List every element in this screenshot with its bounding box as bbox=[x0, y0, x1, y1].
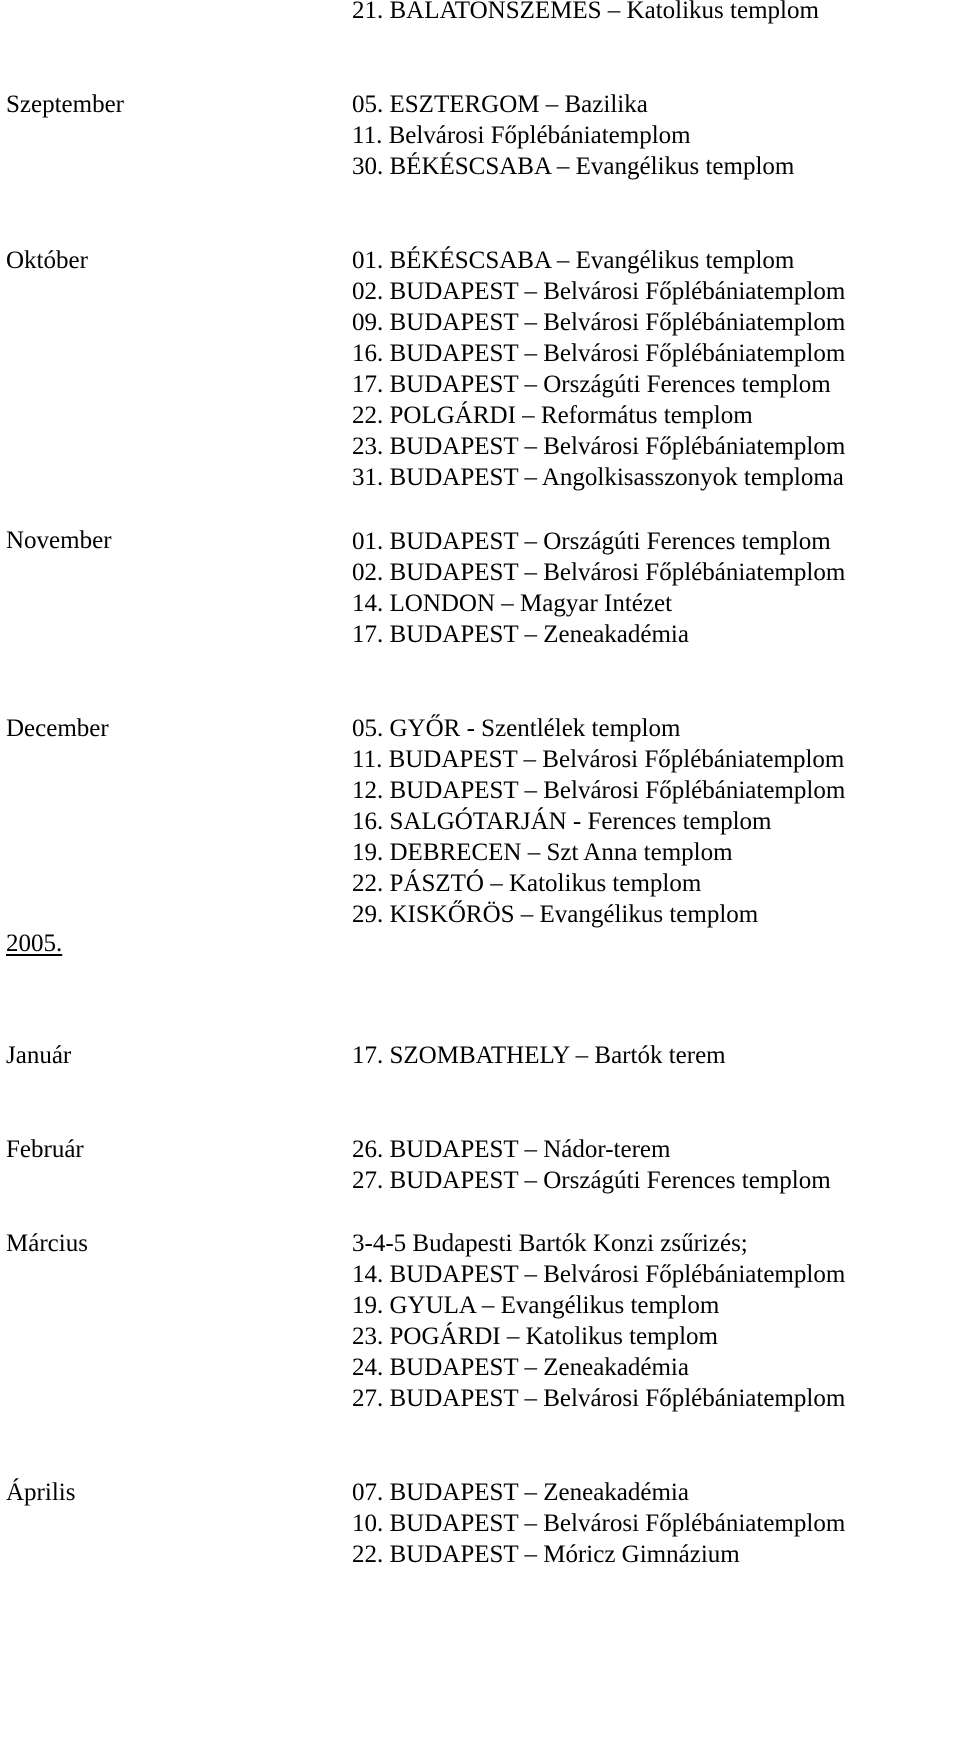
month-label-march: Március bbox=[6, 1230, 88, 1257]
month-label-april: Április bbox=[6, 1479, 76, 1506]
event-line: 02. BUDAPEST – Belvárosi Főplébániatemplom bbox=[352, 559, 846, 586]
event-line: 19. GYULA – Evangélikus templom bbox=[352, 1292, 720, 1319]
event-line: 02. BUDAPEST – Belvárosi Főplébániatemplom bbox=[352, 278, 846, 305]
month-label-october: Október bbox=[6, 247, 88, 274]
month-label-september: Szeptember bbox=[6, 91, 125, 118]
event-line: 17. BUDAPEST – Országúti Ferences templom bbox=[352, 371, 831, 398]
event-line: 22. BUDAPEST – Móricz Gimnázium bbox=[352, 1541, 740, 1568]
event-line: 16. SALGÓTARJÁN - Ferences templom bbox=[352, 808, 772, 835]
month-label-february: Február bbox=[6, 1136, 84, 1163]
event-line: 14. LONDON – Magyar Intézet bbox=[352, 590, 673, 617]
event-line: 01. BUDAPEST – Országúti Ferences templom bbox=[352, 528, 831, 555]
year-heading: 2005. bbox=[6, 930, 63, 957]
event-line: 27. BUDAPEST – Belvárosi Főplébániatemplom bbox=[352, 1385, 846, 1412]
event-line: 30. BÉKÉSCSABA – Evangélikus templom bbox=[352, 153, 795, 180]
event-line: 09. BUDAPEST – Belvárosi Főplébániatemplom bbox=[352, 309, 846, 336]
event-line: 19. DEBRECEN – Szt Anna templom bbox=[352, 839, 733, 866]
month-label-january: Január bbox=[6, 1042, 72, 1069]
event-line: 11. Belvárosi Főplébániatemplom bbox=[352, 122, 691, 149]
event-line: 21. BALATONSZEMES – Katolikus templom bbox=[352, 0, 819, 24]
event-line: 23. POGÁRDI – Katolikus templom bbox=[352, 1323, 718, 1350]
event-line: 26. BUDAPEST – Nádor-terem bbox=[352, 1136, 671, 1163]
event-line: 3-4-5 Budapesti Bartók Konzi zsűrizés; bbox=[352, 1230, 748, 1257]
event-line: 14. BUDAPEST – Belvárosi Főplébániatemplom bbox=[352, 1261, 846, 1288]
event-line: 27. BUDAPEST – Országúti Ferences templom bbox=[352, 1167, 831, 1194]
event-line: 16. BUDAPEST – Belvárosi Főplébániatemplom bbox=[352, 340, 846, 367]
month-label-december: December bbox=[6, 715, 109, 742]
event-line: 22. PÁSZTÓ – Katolikus templom bbox=[352, 870, 702, 897]
event-line: 01. BÉKÉSCSABA – Evangélikus templom bbox=[352, 247, 795, 274]
event-line: 22. POLGÁRDI – Református templom bbox=[352, 402, 753, 429]
month-label-november: November bbox=[6, 527, 112, 554]
event-line: 12. BUDAPEST – Belvárosi Főplébániatemplom bbox=[352, 777, 846, 804]
event-line: 31. BUDAPEST – Angolkisasszonyok temploma bbox=[352, 464, 844, 491]
event-line: 05. ESZTERGOM – Bazilika bbox=[352, 91, 648, 118]
event-line: 23. BUDAPEST – Belvárosi Főplébániatemplom bbox=[352, 433, 846, 460]
event-line: 24. BUDAPEST – Zeneakadémia bbox=[352, 1354, 689, 1381]
event-line: 10. BUDAPEST – Belvárosi Főplébániatemplom bbox=[352, 1510, 846, 1537]
event-line: 17. SZOMBATHELY – Bartók terem bbox=[352, 1042, 726, 1069]
event-line: 29. KISKŐRÖS – Evangélikus templom bbox=[352, 901, 759, 928]
event-line: 17. BUDAPEST – Zeneakadémia bbox=[352, 621, 689, 648]
event-line: 07. BUDAPEST – Zeneakadémia bbox=[352, 1479, 689, 1506]
event-line: 05. GYŐR - Szentlélek templom bbox=[352, 715, 681, 742]
event-line: 11. BUDAPEST – Belvárosi Főplébániatemplom bbox=[352, 746, 845, 773]
